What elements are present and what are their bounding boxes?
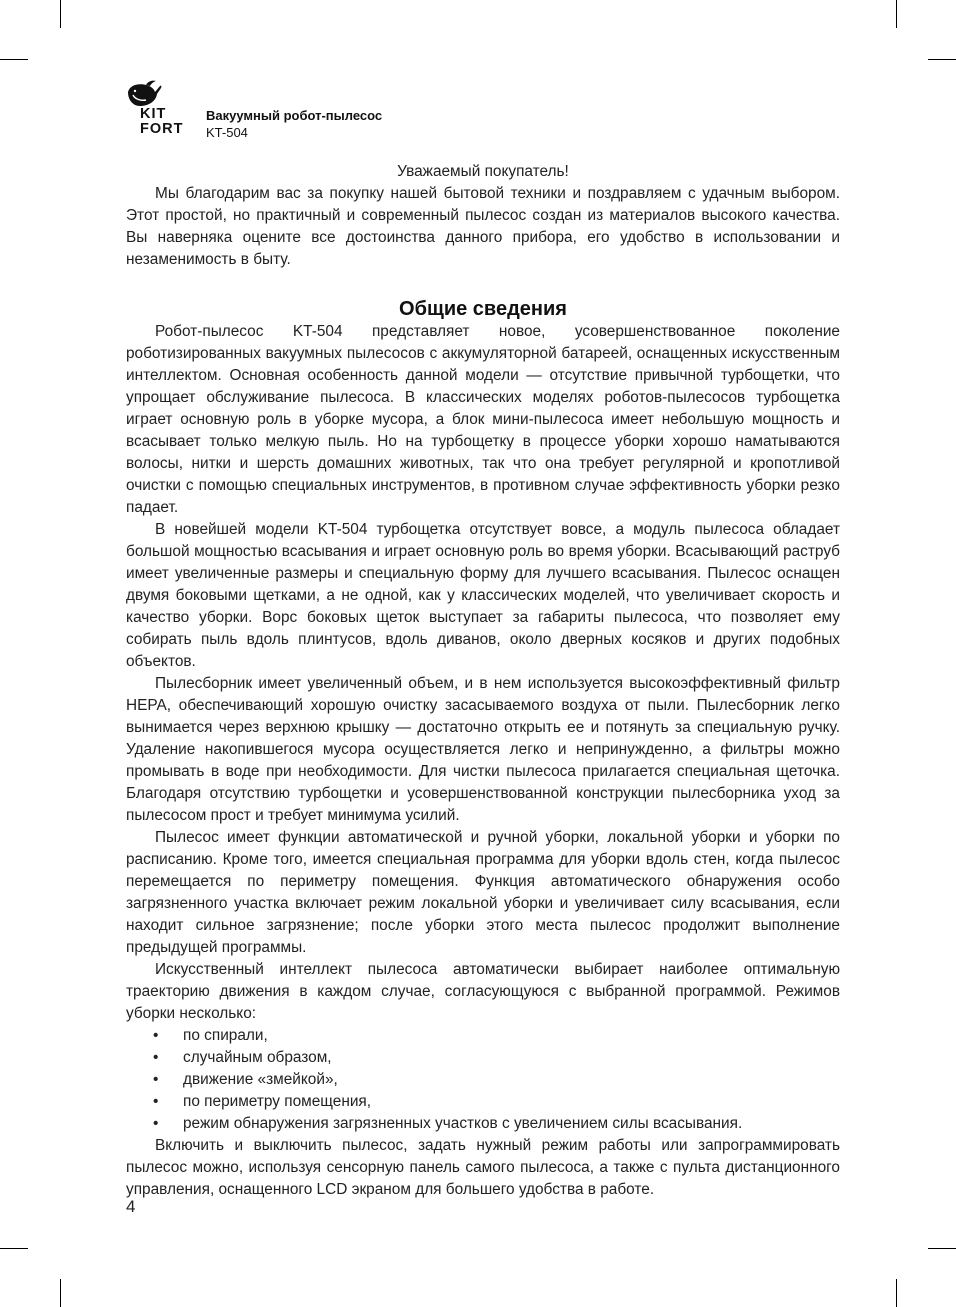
list-item-text: по спирали, [183, 1027, 268, 1044]
closing-paragraph: Включить и выключить пылесос, задать нужный режим работы или запрограммировать пылесос можно, используя сенсорную панель самого пылесоса, а также с пульта дистанционного управления, оснащенного LCD экраном для большего удобства в работе. [126, 1137, 840, 1198]
intro-paragraph: Мы благодарим вас за покупку нашей бытовой техники и поздравляем с удачным выбором. Этот простой, но практичный и современный пылесос создан из материалов высокого качества. Вы наверняка оцените все достоинства данного прибора, его удобство в использовании и незаменимость в быту. [126, 185, 840, 268]
document-title: Вакуумный робот-пылесос [206, 108, 383, 123]
crop-mark [0, 59, 28, 60]
brand-line-2: FORT [140, 121, 184, 137]
list-item-text: по периметру помещения, [183, 1093, 372, 1110]
document-header [126, 78, 526, 142]
document-model: KT-504 [206, 125, 248, 140]
page-number: 4 [126, 1197, 136, 1216]
list-item-text: движение «змейкой», [183, 1071, 338, 1088]
crop-mark [896, 0, 897, 28]
body-paragraph: Робот-пылесос KT-504 представляет новое, усовершенствованное поколение роботизированных вакуумных пылесосов с аккумуляторной батареей, оснащенных искусственным интеллектом. Основная особенность данной модели — отсутствие привычной турбощетки, что упрощает обслуживание пылесоса. В классических моделях роботов-пылесосов турбощетка играет основную роль в уборке мусора, а блок мини-пылесоса имеет небольшую мощность и всасывает только мелкую пыль. Но на турбощетку в процессе уборки хорошо наматываются волосы, нитки и шерсть домашних животных, так что она требует регулярной и кропотливой очистки с помощью специальных инструментов, в противном случае эффективность уборки резко падает. [126, 323, 840, 516]
body-paragraph: Пылесборник имеет увеличенный объем, и в нем используется высокоэффективный фильтр HEPA, обеспечивающий хорошую очистку засасываемого воздуха от пыли. Пылесборник легко вынимается через верхнюю крышку — достаточно открыть ее и потянуть за специальную ручку. Удаление накопившегося мусора осуществляется легко и непринужденно, а фильтры можно промывать в воде при необходимости. Для чистки пылесоса прилагается специальная щеточка. Благодаря отсутствию турбощетки и усовершенствованной конструкции пылесборника уход за пылесосом прост и требует минимума усилий. [126, 675, 840, 824]
list-item-text: режим обнаружения загрязненных участков с увеличением силы всасывания. [183, 1115, 743, 1132]
body-paragraph: В новейшей модели KT-504 турбощетка отсутствует вовсе, а модуль пылесоса обладает большой мощностью всасывания и играет основную роль во время уборки. Всасывающий раструб имеет увеличенные размеры и специальную форму для лучшего всасывания. Пылесос оснащен двумя боковыми щетками, а не одной, как у классических моделей, что увеличивает скорость и качество уборки. Ворс боковых щеток выступает за габариты пылесоса, что позволяет ему собирать пыль вдоль плинтусов, вдоль диванов, около дверных косяков и других подобных объектов. [126, 521, 840, 670]
crop-mark [60, 0, 61, 28]
body-paragraph: Искусственный интеллект пылесоса автоматически выбирает наиболее оптимальную траекторию движения в каждом случае, согласующуюся с выбранной программой. Режимов уборки несколько: [126, 961, 840, 1022]
list-item [126, 1069, 840, 1091]
cleaning-modes-list [126, 1025, 840, 1135]
bullet-icon: • [153, 1093, 159, 1110]
bullet-icon: • [153, 1049, 159, 1066]
crop-mark [0, 1248, 28, 1249]
crop-mark [928, 1248, 956, 1249]
list-item [126, 1025, 840, 1047]
body-paragraph: Пылесос имеет функции автоматической и ручной уборки, локальной уборки и уборки по расписанию. Кроме того, имеется специальная программа для уборки вдоль стен, когда пылесос перемещается по периметру помещения. Функция автоматического обнаружения особо загрязненного участка включает режим локальной уборки и увеличивает силу всасывания, если находит сильное загрязнение; после уборки этого места пылесос продолжит выполнение предыдущей программы. [126, 829, 840, 956]
crop-mark [60, 1279, 61, 1307]
bullet-icon: • [153, 1027, 159, 1044]
page-content [126, 161, 840, 1201]
brand-wordmark [140, 107, 183, 137]
brand-line-1: KIT [140, 106, 167, 122]
list-item-text: случайным образом, [183, 1049, 332, 1066]
whale-logo-icon [126, 78, 162, 108]
section-heading: Общие сведения [399, 298, 567, 320]
crop-mark [928, 59, 956, 60]
list-item [126, 1047, 840, 1069]
greeting: Уважаемый покупатель! [397, 163, 569, 180]
list-item [126, 1091, 840, 1113]
bullet-icon: • [153, 1071, 159, 1088]
bullet-icon: • [153, 1115, 159, 1132]
crop-mark [896, 1279, 897, 1307]
list-item [126, 1113, 840, 1135]
